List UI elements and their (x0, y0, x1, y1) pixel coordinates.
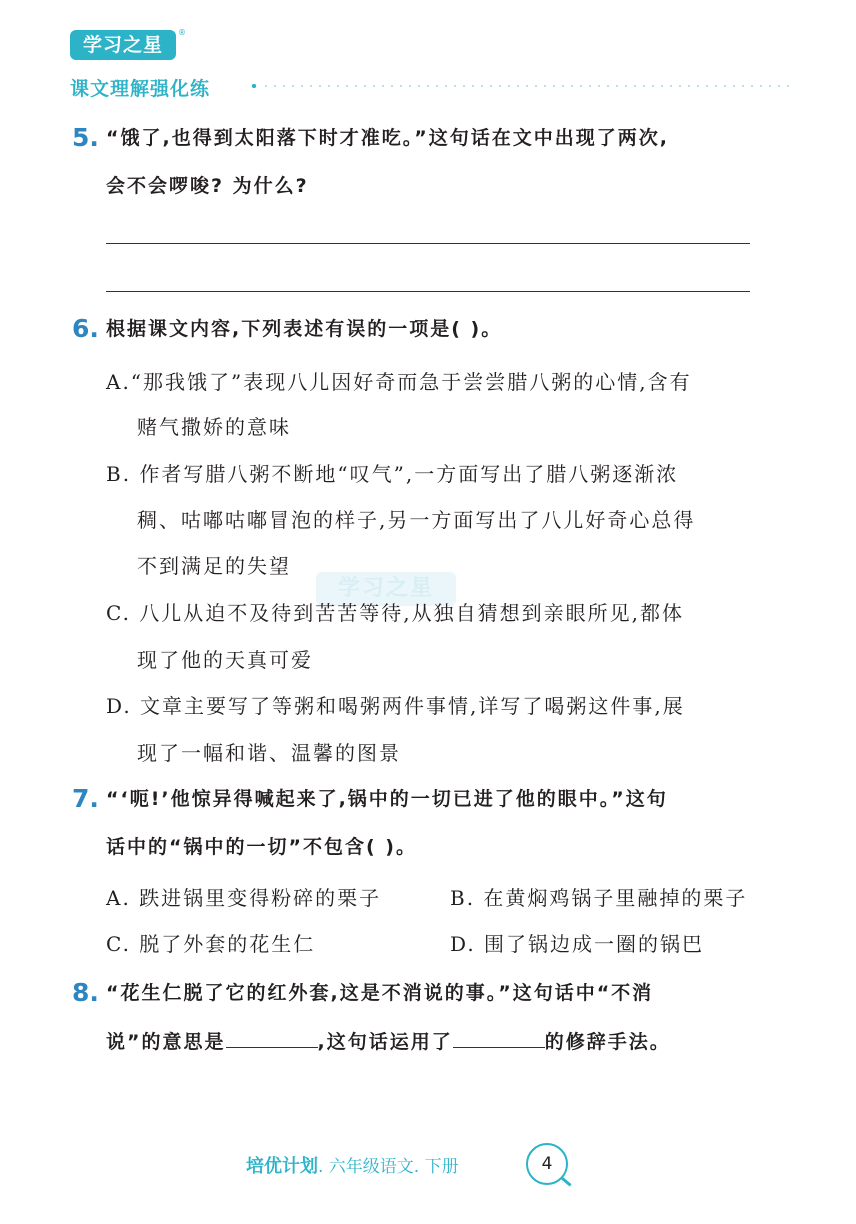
question-8-text-a: 说”的意思是 (106, 1031, 226, 1053)
watermark-logo: 学习之星 (316, 572, 456, 606)
option-6a-line-1[interactable]: A.“那我饿了”表现八儿因好奇而急于尝尝腊八粥的心情,含有 (106, 370, 692, 394)
question-7-number: 7. (72, 784, 99, 813)
option-7c[interactable]: C. 脱了外套的花生仁 (106, 932, 316, 956)
answer-line-1[interactable] (106, 243, 750, 244)
option-6b-line-2: 稠、咕嘟咕嘟冒泡的样子,另一方面写出了八儿好奇心总得 (137, 508, 696, 532)
magnifier-handle-icon (560, 1176, 571, 1186)
question-8-text-b: ,这句话运用了 (317, 1031, 453, 1053)
section-title: 课文理解强化练 (70, 78, 211, 100)
footer (246, 1152, 459, 1178)
question-5-line-1: “饿了,也得到太阳落下时才准吃。”这句话在文中出现了两次, (106, 127, 669, 149)
dotted-divider (252, 84, 792, 88)
option-6c-line-2: 现了他的天真可爱 (137, 648, 313, 672)
option-7d[interactable]: D. 围了锅边成一圈的锅巴 (450, 932, 705, 956)
fill-blank-2[interactable] (453, 1029, 545, 1048)
question-5-line-2: 会不会啰唆? 为什么? (106, 175, 309, 197)
question-8-number: 8. (72, 978, 99, 1007)
page-number: 4 (526, 1143, 568, 1185)
registered-mark: ® (178, 28, 186, 37)
question-6-stem: 根据课文内容,下列表述有误的一项是( )。 (106, 318, 503, 340)
option-6d-line-1[interactable]: D. 文章主要写了等粥和喝粥两件事情,详写了喝粥这件事,展 (106, 694, 685, 718)
option-6b-line-3: 不到满足的失望 (137, 554, 291, 578)
question-7-line-2: 话中的“锅中的一切”不包含( )。 (106, 836, 417, 858)
question-6-number: 6. (72, 314, 99, 343)
option-7b[interactable]: B. 在黄焖鸡锅子里融掉的栗子 (450, 886, 748, 910)
option-6b-line-1[interactable]: B. 作者写腊八粥不断地“叹气”,一方面写出了腊八粥逐渐浓 (106, 462, 679, 486)
question-5-number: 5. (72, 123, 99, 152)
option-6a-line-2: 赌气撒娇的意味 (137, 415, 291, 439)
option-7a[interactable]: A. 跌进锅里变得粉碎的栗子 (106, 886, 382, 910)
question-8-line-1: “花生仁脱了它的红外套,这是不消说的事。”这句话中“不消 (106, 982, 654, 1004)
footer-subtitle: . 六年级语文. 下册 (318, 1157, 459, 1177)
question-7-line-1: “‘呃!’他惊异得喊起来了,锅中的一切已进了他的眼中。”这句 (106, 788, 668, 810)
question-8-text-c: 的修辞手法。 (544, 1031, 671, 1053)
fill-blank-1[interactable] (226, 1029, 318, 1048)
footer-brand: 培优计划 (246, 1156, 318, 1177)
option-6c-line-1[interactable]: C. 八儿从迫不及待到苦苦等待,从独自猜想到亲眼所见,都体 (106, 601, 685, 625)
option-6d-line-2: 现了一幅和谐、温馨的图景 (137, 741, 401, 765)
brand-logo: 学习之星 (70, 30, 176, 60)
question-8-line-2 (106, 1029, 671, 1054)
answer-line-2[interactable] (106, 291, 750, 292)
